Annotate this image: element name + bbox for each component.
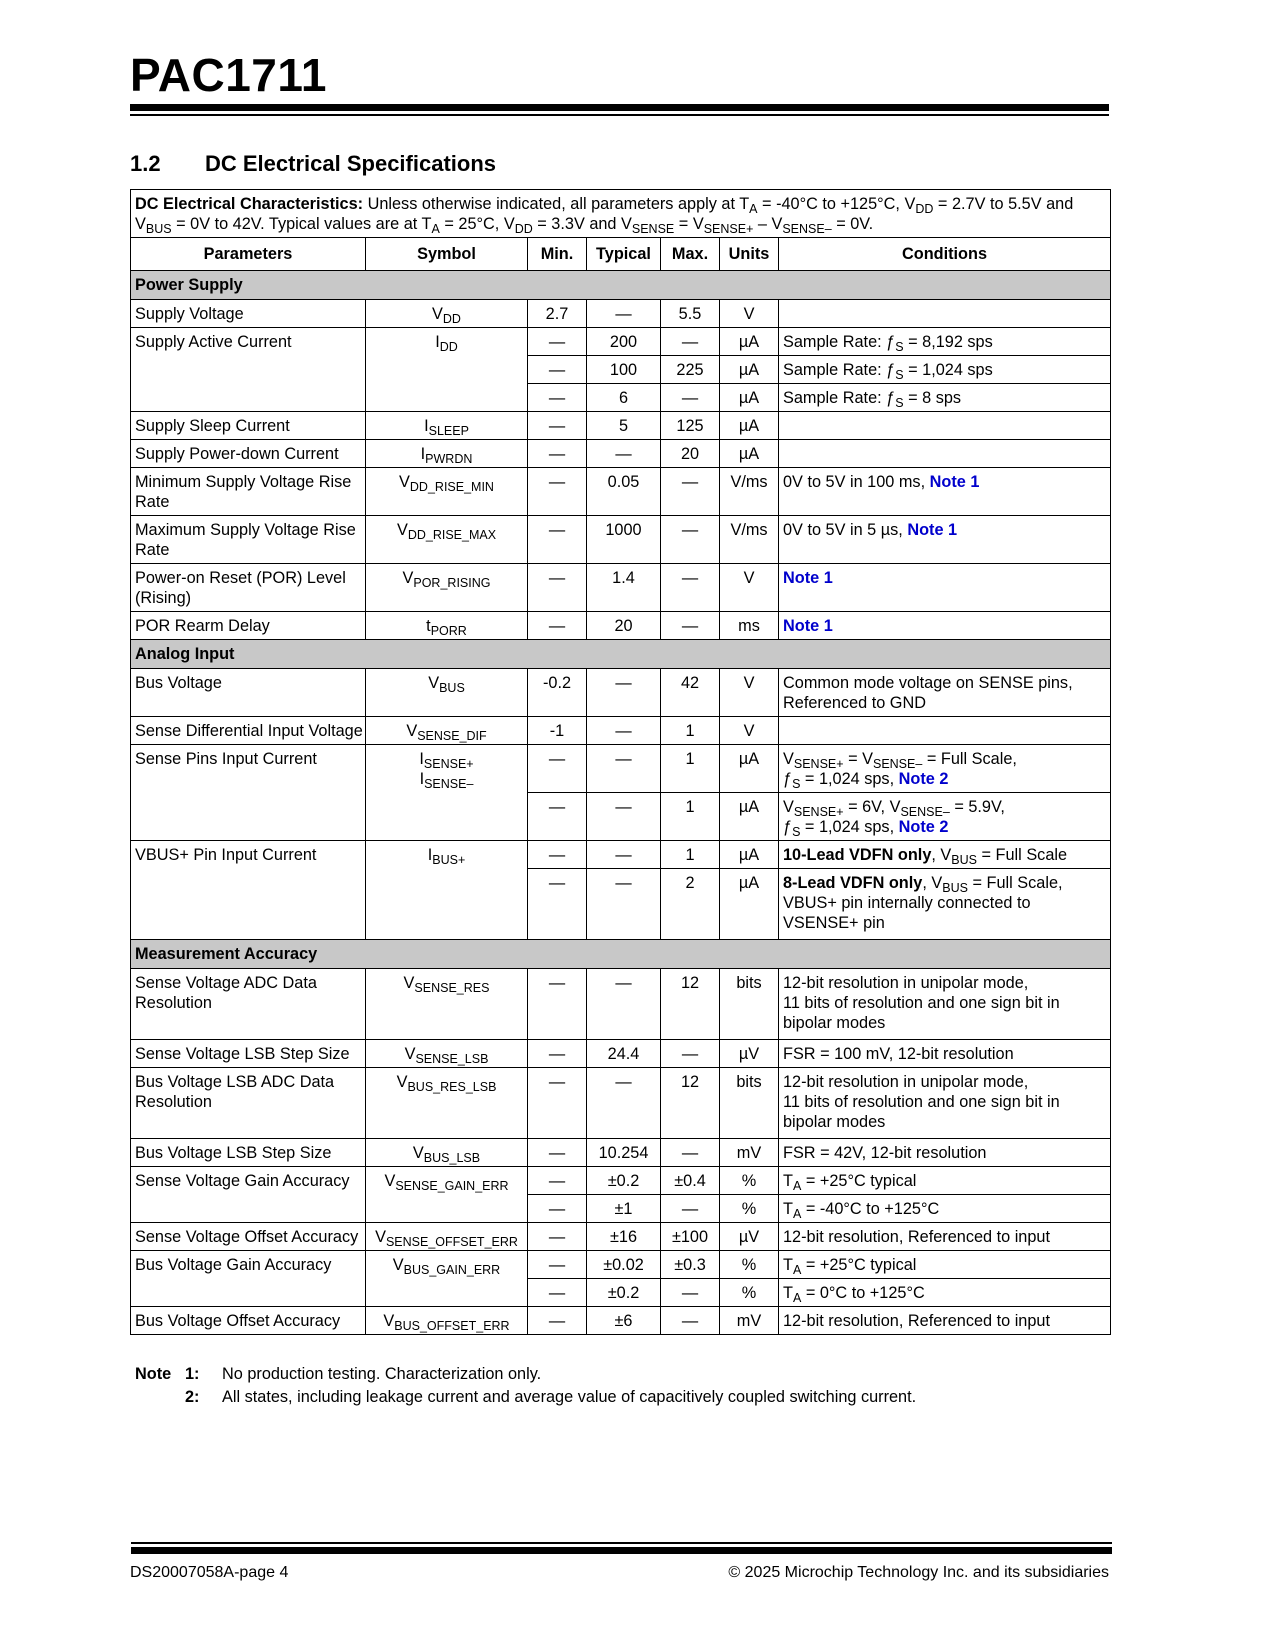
units-cell: bits	[720, 1068, 779, 1139]
col-header: Conditions	[779, 238, 1111, 271]
param-cell: Sense Voltage Offset Accuracy	[131, 1223, 366, 1251]
cond-cell	[779, 412, 1111, 440]
units-cell: ms	[720, 612, 779, 640]
units-cell: µV	[720, 1223, 779, 1251]
typ-cell: —	[587, 793, 661, 841]
units-cell: µA	[720, 869, 779, 940]
footer-copyright: © 2025 Microchip Technology Inc. and its subsidiaries	[728, 1564, 1109, 1581]
min-cell: —	[528, 841, 587, 869]
typ-cell: —	[587, 969, 661, 1040]
units-cell: %	[720, 1195, 779, 1223]
cond-cell: 12-bit resolution, Referenced to input	[779, 1307, 1111, 1335]
min-cell: —	[528, 1040, 587, 1068]
page-title: PAC1711	[130, 49, 328, 101]
footer-doc-number: DS20007058A-page 4	[130, 1564, 289, 1581]
max-cell: ±0.3	[661, 1251, 720, 1279]
table-notes	[135, 1363, 916, 1409]
dc-spec-table	[130, 189, 1111, 1335]
table-row	[131, 1040, 1111, 1068]
min-cell: —	[528, 1068, 587, 1139]
section-number: 1.2	[130, 151, 161, 176]
units-cell: %	[720, 1167, 779, 1195]
max-cell: —	[661, 1195, 720, 1223]
param-cell: Sense Voltage LSB Step Size	[131, 1040, 366, 1068]
max-cell: —	[661, 1139, 720, 1167]
min-cell: —	[528, 516, 587, 564]
col-header: Min.	[528, 238, 587, 271]
units-cell: µA	[720, 793, 779, 841]
category-label: Measurement Accuracy	[131, 940, 1111, 969]
min-cell: —	[528, 384, 587, 412]
table-row	[131, 328, 1111, 356]
section-title: DC Electrical Specifications	[205, 151, 496, 176]
min-cell: —	[528, 1195, 587, 1223]
table-row	[131, 516, 1111, 564]
param-cell: VBUS+ Pin Input Current	[131, 841, 366, 940]
max-cell: 5.5	[661, 300, 720, 328]
max-cell: —	[661, 384, 720, 412]
note-label: Note	[135, 1365, 172, 1383]
param-cell: Sense Voltage ADC Data Resolution	[131, 969, 366, 1040]
units-cell: %	[720, 1251, 779, 1279]
typ-cell: ±0.02	[587, 1251, 661, 1279]
note-2-link[interactable]: Note 2	[898, 818, 949, 836]
min-cell: —	[528, 468, 587, 516]
typ-cell: —	[587, 869, 661, 940]
typ-cell: 1.4	[587, 564, 661, 612]
table-row	[131, 969, 1111, 1040]
param-cell: Bus Voltage Gain Accuracy	[131, 1251, 366, 1307]
symbol-cell: $V_{POR\_RISING}$	[366, 564, 528, 612]
max-cell: —	[661, 564, 720, 612]
section-heading	[130, 151, 496, 177]
table-row	[131, 1307, 1111, 1335]
cond-cell: 12-bit resolution in unipolar mode, 11 bits of resolution and one sign bit in bipolar modes	[779, 969, 1111, 1040]
note-1-link[interactable]: Note 1	[783, 569, 833, 587]
max-cell: 1	[661, 841, 720, 869]
cond-cell	[779, 717, 1111, 745]
max-cell: 1	[661, 745, 720, 793]
symbol-cell: $V_{BUS}$	[366, 669, 528, 717]
table-row	[131, 1139, 1111, 1167]
table-row	[131, 1167, 1111, 1195]
units-cell: µA	[720, 356, 779, 384]
param-cell: Bus Voltage LSB Step Size	[131, 1139, 366, 1167]
param-cell: Maximum Supply Voltage Rise Rate	[131, 516, 366, 564]
cond-cell: 8-Lead VDFN only, $V_{BUS}$ = Full Scale, VBUS+ pin internally connected to VSENSE+ pin	[779, 869, 1111, 940]
min-cell: —	[528, 1307, 587, 1335]
typ-cell: 6	[587, 384, 661, 412]
units-cell: µA	[720, 412, 779, 440]
note-number: 2:	[185, 1388, 200, 1406]
typ-cell: ±1	[587, 1195, 661, 1223]
typ-cell: —	[587, 1068, 661, 1139]
category-row	[131, 640, 1111, 669]
footer-rule-thick	[131, 1547, 1112, 1554]
col-header: Max.	[661, 238, 720, 271]
typ-cell: 5	[587, 412, 661, 440]
header-rule-thick	[130, 104, 1109, 111]
param-cell: Supply Voltage	[131, 300, 366, 328]
cond-cell: 12-bit resolution in unipolar mode, 11 bits of resolution and one sign bit in bipolar modes	[779, 1068, 1111, 1139]
min-cell: —	[528, 1251, 587, 1279]
min-cell: —	[528, 328, 587, 356]
cond-cell	[779, 440, 1111, 468]
units-cell: bits	[720, 969, 779, 1040]
units-cell: µA	[720, 745, 779, 793]
units-cell: V	[720, 669, 779, 717]
typ-cell: 10.254	[587, 1139, 661, 1167]
param-cell: Bus Voltage Offset Accuracy	[131, 1307, 366, 1335]
symbol-cell: $V_{BUS\_OFFSET\_ERR}$	[366, 1307, 528, 1335]
typ-cell: ±6	[587, 1307, 661, 1335]
table-row	[131, 1251, 1111, 1279]
param-cell: Bus Voltage LSB ADC Data Resolution	[131, 1068, 366, 1139]
max-cell: 1	[661, 717, 720, 745]
intro-text: DC Electrical Characteristics: Unless otherwise indicated, all parameters apply at $T_A = -40^\circ C$ to +125°C, $V_{DD} = 2.7V$ to 5.5V and $V_{BUS} = 0V$ to 42V. Typical values are at $T_A = 25^\circ C$, $V_{DD} = 3.3V$ and $V_{SENSE} = V_{SENSE+} - V_{SENSE-} = 0V$.	[131, 190, 1111, 238]
typ-cell: 20	[587, 612, 661, 640]
symbol-cell: $V_{BUS\_RES\_LSB}$	[366, 1068, 528, 1139]
note-1-link[interactable]: Note 1	[929, 473, 980, 491]
category-row	[131, 271, 1111, 300]
table-row	[131, 412, 1111, 440]
note-1-link[interactable]: Note 1	[907, 521, 958, 539]
table-row	[131, 468, 1111, 516]
note-item	[135, 1363, 916, 1386]
symbol-cell: $V_{DD}$	[366, 300, 528, 328]
units-cell: mV	[720, 1307, 779, 1335]
cond-cell: $T_A = +25^\circ C$ typical	[779, 1167, 1111, 1195]
symbol-cell: $I_{DD}$	[366, 328, 528, 412]
symbol-cell: $V_{BUS\_GAIN\_ERR}$	[366, 1251, 528, 1307]
table-row	[131, 745, 1111, 793]
symbol-cell: $V_{DD\_RISE\_MAX}$	[366, 516, 528, 564]
param-cell: Supply Active Current	[131, 328, 366, 412]
min-cell: 2.7	[528, 300, 587, 328]
cond-cell: 12-bit resolution, Referenced to input	[779, 1223, 1111, 1251]
cond-cell	[779, 612, 1111, 640]
typ-cell: ±16	[587, 1223, 661, 1251]
units-cell: V	[720, 300, 779, 328]
min-cell: —	[528, 440, 587, 468]
param-cell: Sense Voltage Gain Accuracy	[131, 1167, 366, 1223]
min-cell: —	[528, 1167, 587, 1195]
units-cell: V/ms	[720, 468, 779, 516]
cond-cell: Sample Rate: $ƒ_S = 1,024$ sps	[779, 356, 1111, 384]
min-cell: —	[528, 612, 587, 640]
typ-cell: 1000	[587, 516, 661, 564]
cond-cell: $T_A = +25^\circ C$ typical	[779, 1251, 1111, 1279]
param-cell: Minimum Supply Voltage Rise Rate	[131, 468, 366, 516]
cond-cell: 0V to 5V in 5 µs, Note 1	[779, 516, 1111, 564]
max-cell: —	[661, 1279, 720, 1307]
typ-cell: 0.05	[587, 468, 661, 516]
min-cell: —	[528, 1139, 587, 1167]
typ-cell: —	[587, 717, 661, 745]
max-cell: 20	[661, 440, 720, 468]
cond-cell	[779, 300, 1111, 328]
col-header: Parameters	[131, 238, 366, 271]
units-cell: V	[720, 564, 779, 612]
min-cell: —	[528, 412, 587, 440]
cond-cell: $T_A = 0^\circ C$ to +125°C	[779, 1279, 1111, 1307]
col-header: Typical	[587, 238, 661, 271]
table-row	[131, 300, 1111, 328]
cond-cell: $T_A = -40^\circ C$ to +125°C	[779, 1195, 1111, 1223]
max-cell: 42	[661, 669, 720, 717]
cond-cell: $V_{SENSE+} = 6V$, $V_{SENSE-} = 5.9V$, $ƒ_S = 1,024$ sps, Note 2	[779, 793, 1111, 841]
symbol-cell: $I_{SENSE+}$ $I_{SENSE-}$	[366, 745, 528, 841]
symbol-cell: $t_{PORR}$	[366, 612, 528, 640]
max-cell: —	[661, 516, 720, 564]
table-row	[131, 1223, 1111, 1251]
table-row	[131, 440, 1111, 468]
header-row	[131, 238, 1111, 271]
col-header: Symbol	[366, 238, 528, 271]
symbol-cell: $I_{SLEEP}$	[366, 412, 528, 440]
typ-cell: —	[587, 745, 661, 793]
note-text: All states, including leakage current and average value of capacitively coupled switching current.	[222, 1388, 917, 1406]
units-cell: µA	[720, 440, 779, 468]
max-cell: 225	[661, 356, 720, 384]
units-cell: µA	[720, 384, 779, 412]
min-cell: —	[528, 564, 587, 612]
units-cell: mV	[720, 1139, 779, 1167]
symbol-cell: $V_{SENSE\_GAIN\_ERR}$	[366, 1167, 528, 1223]
symbol-cell: $V_{SENSE\_LSB}$	[366, 1040, 528, 1068]
min-cell: —	[528, 356, 587, 384]
typ-cell: ±0.2	[587, 1279, 661, 1307]
category-label: Power Supply	[131, 271, 1111, 300]
max-cell: 2	[661, 869, 720, 940]
typ-cell: —	[587, 669, 661, 717]
units-cell: µV	[720, 1040, 779, 1068]
table-row	[131, 612, 1111, 640]
param-cell: POR Rearm Delay	[131, 612, 366, 640]
typ-cell: —	[587, 440, 661, 468]
cond-cell: Sample Rate: $ƒ_S = 8,192$ sps	[779, 328, 1111, 356]
table-row	[131, 717, 1111, 745]
note-number: 1:	[185, 1365, 200, 1383]
param-cell: Supply Sleep Current	[131, 412, 366, 440]
table-row	[131, 564, 1111, 612]
cond-cell: Common mode voltage on SENSE pins, Referenced to GND	[779, 669, 1111, 717]
symbol-cell: $V_{BUS\_LSB}$	[366, 1139, 528, 1167]
symbol-cell: $V_{SENSE\_OFFSET\_ERR}$	[366, 1223, 528, 1251]
min-cell: -1	[528, 717, 587, 745]
note-item	[135, 1386, 916, 1409]
symbol-cell: $V_{DD\_RISE\_MIN}$	[366, 468, 528, 516]
max-cell: 125	[661, 412, 720, 440]
table-row	[131, 1068, 1111, 1139]
typ-cell: ±0.2	[587, 1167, 661, 1195]
param-cell: Sense Pins Input Current	[131, 745, 366, 841]
header-rule-thin	[130, 114, 1109, 116]
units-cell: µA	[720, 841, 779, 869]
cond-cell: Sample Rate: $ƒ_S = 8$ sps	[779, 384, 1111, 412]
typ-cell: —	[587, 841, 661, 869]
table-row	[131, 669, 1111, 717]
footer-rule-thin	[131, 1542, 1112, 1544]
typ-cell: 200	[587, 328, 661, 356]
intro-row	[131, 190, 1111, 238]
max-cell: ±100	[661, 1223, 720, 1251]
col-header: Units	[720, 238, 779, 271]
max-cell: —	[661, 328, 720, 356]
cond-cell: $V_{SENSE+} = V_{SENSE-}$ = Full Scale, $ƒ_S = 1,024$ sps, Note 2	[779, 745, 1111, 793]
symbol-cell: $V_{SENSE\_RES}$	[366, 969, 528, 1040]
min-cell: -0.2	[528, 669, 587, 717]
min-cell: —	[528, 969, 587, 1040]
param-cell: Supply Power-down Current	[131, 440, 366, 468]
cond-cell: FSR = 42V, 12-bit resolution	[779, 1139, 1111, 1167]
units-cell: V/ms	[720, 516, 779, 564]
typ-cell: 24.4	[587, 1040, 661, 1068]
typ-cell: —	[587, 300, 661, 328]
min-cell: —	[528, 745, 587, 793]
max-cell: —	[661, 1307, 720, 1335]
units-cell: µA	[720, 328, 779, 356]
min-cell: —	[528, 869, 587, 940]
cond-cell: FSR = 100 mV, 12-bit resolution	[779, 1040, 1111, 1068]
cond-cell: 10-Lead VDFN only, $V_{BUS}$ = Full Scale	[779, 841, 1111, 869]
min-cell: —	[528, 793, 587, 841]
max-cell: 1	[661, 793, 720, 841]
max-cell: —	[661, 1040, 720, 1068]
max-cell: —	[661, 468, 720, 516]
max-cell: ±0.4	[661, 1167, 720, 1195]
max-cell: 12	[661, 969, 720, 1040]
note-text: No production testing. Characterization only.	[222, 1365, 542, 1383]
param-cell: Sense Differential Input Voltage	[131, 717, 366, 745]
max-cell: 12	[661, 1068, 720, 1139]
note-2-link[interactable]: Note 2	[898, 770, 949, 788]
category-label: Analog Input	[131, 640, 1111, 669]
note-1-link[interactable]: Note 1	[783, 617, 833, 635]
symbol-cell: $I_{PWRDN}$	[366, 440, 528, 468]
symbol-cell: $I_{BUS+}$	[366, 841, 528, 940]
units-cell: %	[720, 1279, 779, 1307]
cond-cell	[779, 564, 1111, 612]
min-cell: —	[528, 1223, 587, 1251]
symbol-cell: $V_{SENSE\_DIF}$	[366, 717, 528, 745]
cond-cell: 0V to 5V in 100 ms, Note 1	[779, 468, 1111, 516]
units-cell: V	[720, 717, 779, 745]
typ-cell: 100	[587, 356, 661, 384]
min-cell: —	[528, 1279, 587, 1307]
param-cell: Power-on Reset (POR) Level (Rising)	[131, 564, 366, 612]
max-cell: —	[661, 612, 720, 640]
category-row	[131, 940, 1111, 969]
param-cell: Bus Voltage	[131, 669, 366, 717]
table-row	[131, 841, 1111, 869]
